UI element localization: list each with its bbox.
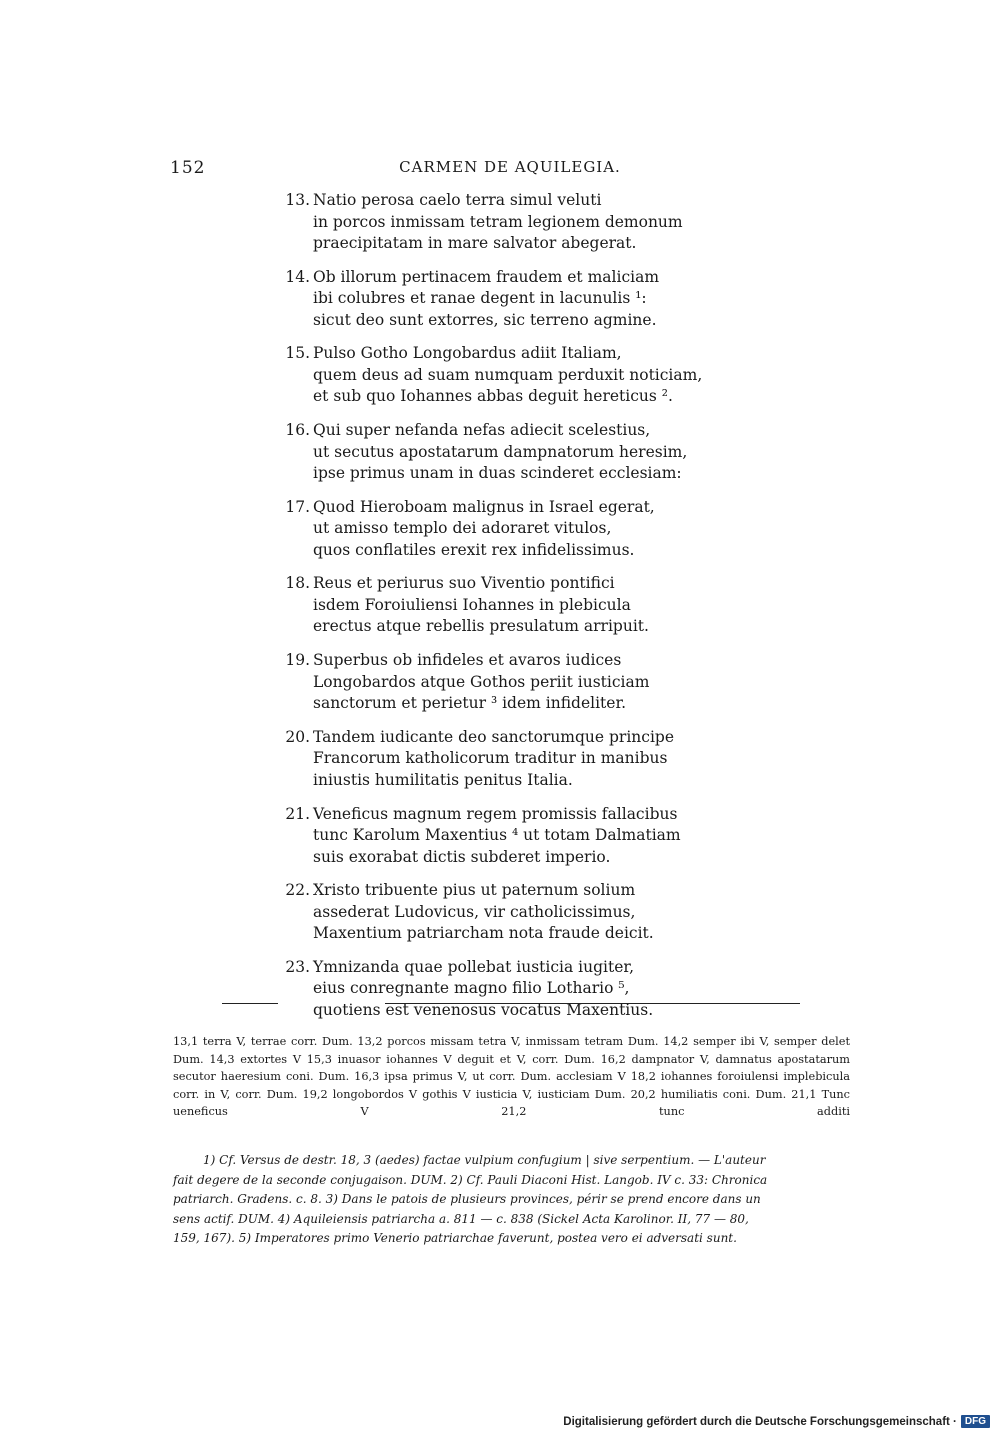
footnote-divider-left <box>222 1003 278 1004</box>
stanza <box>280 650 720 715</box>
verse-line: Veneficus magnum regem promissis fallacibus <box>313 804 678 823</box>
footer-text: Digitalisierung gefördert durch die Deutsche Forschungsgemeinschaft · <box>563 1415 957 1428</box>
stanza <box>280 727 720 792</box>
stanza-number: 13. <box>285 191 310 209</box>
verse-line: ut secutus apostatarum dampnatorum heresim, <box>313 442 688 461</box>
verse-line: sicut deo sunt extorres, sic terreno agmine. <box>313 310 657 329</box>
verse-line: isdem Foroiuliensi Iohannes in plebicula <box>313 595 631 614</box>
verse-line: Reus et periurus suo Viventio pontifici <box>313 574 615 593</box>
stanza-number: 20. <box>285 727 310 746</box>
verse-line: quotiens est venenosus vocatus Maxentius. <box>313 1000 654 1019</box>
verse-line: Natio perosa caelo terra simul veluti <box>313 191 602 209</box>
stanza <box>280 957 720 1022</box>
stanza <box>280 497 720 562</box>
verse-line: ut amisso templo dei adoraret vitulos, <box>313 519 612 538</box>
verse-line: Tandem iudicante deo sanctorumque principe <box>313 727 675 746</box>
footnote-line: patriarch. Gradens. c. 8. 3) Dans le patois de plusieurs provinces, périr se prend encore dans un <box>173 1192 761 1206</box>
verse-line: praecipitatam in mare salvator abegerat. <box>313 234 637 252</box>
verse-line: erectus atque rebellis presulatum arripuit. <box>313 617 649 636</box>
stanza-number: 22. <box>285 881 310 900</box>
verse-line: Longobardos atque Gothos periit iusticiam <box>313 672 650 691</box>
verse-line: Ymnizanda quae pollebat iusticia iugiter, <box>313 957 634 976</box>
verse-line: sanctorum et perietur ³ idem infideliter. <box>313 694 627 713</box>
footnote-line: sens actif. DUM. 4) Aquileiensis patriarcha a. 811 — c. 838 (Sickel Acta Karolinor. II, 77 — 80, <box>173 1211 749 1226</box>
stanza-number: 21. <box>285 804 310 823</box>
stanza <box>280 804 720 869</box>
verse-line: eius conregnante magno filio Lothario ⁵, <box>313 979 630 998</box>
verse-line: Xristo tribuente pius ut paternum solium <box>313 881 636 900</box>
stanza-number: 15. <box>285 344 310 363</box>
stanza-number: 23. <box>285 957 310 976</box>
verse-line: Francorum katholicorum traditur in manibus <box>313 749 668 768</box>
verse-line: ibi colubres et ranae degent in lacunulis ¹: <box>313 289 647 308</box>
stanza-number: 18. <box>285 574 310 593</box>
footnote-line: 1) Cf. Versus de destr. 18, 3 (aedes) factae vulpium confugium | sive serpentium. — L'auteur <box>203 1153 766 1167</box>
critical-apparatus: 13,1 terra V, terrae corr. Dum. 13,2 porcos missam tetra V, inmissam tetram Dum. 14,2 semper ibi V, semper delet Dum. 14,3 extortes V 15,3 inuasor iohannes V deguit et V, corr. Dum. 16,2 dampnator V, damnatus apostatarum secutor haeresium coni. Dum. 16,3 ipsa primus V, ut corr. Dum. acclesiam V 18,2 iohannes foroiulensi implebicula corr. in V, corr. Dum. 19,2 longobordos V gothis V iusticia V, iusticiam Dum. 20,2 humiliatis coni. Dum. 21,1 Tunc ueneficus V 21,2 tunc additi <box>173 1035 850 1118</box>
verse-line: Superbus ob infideles et avaros iudices <box>313 651 622 670</box>
footnote-divider-right <box>385 1003 800 1004</box>
page-header <box>170 158 850 182</box>
stanza-number: 16. <box>285 421 310 440</box>
verse-line: iniustis humilitatis penitus Italia. <box>313 770 573 789</box>
verse-line: quos conflatiles erexit rex infidelissimus. <box>313 540 635 559</box>
stanza-number: 17. <box>285 497 310 516</box>
verse-line: assederat Ludovicus, vir catholicissimus, <box>313 902 636 921</box>
verse-line: Qui super nefanda nefas adiecit scelestius, <box>313 421 651 440</box>
verse-line: Maxentium patriarcham nota fraude deicit. <box>313 924 654 943</box>
stanza <box>280 880 720 945</box>
verse-line: suis exorabat dictis subderet imperio. <box>313 847 611 866</box>
verse-line: Ob illorum pertinacem fraudem et maliciam <box>313 267 660 286</box>
poem-stanzas <box>280 190 720 1034</box>
stanza <box>280 420 720 485</box>
footnote-line: 159, 167). 5) Imperatores primo Venerio patriarchae faverunt, postea vero ei adversati sunt. <box>173 1231 737 1245</box>
verse-line: Quod Hieroboam malignus in Israel egerat, <box>313 497 655 516</box>
dfg-logo-icon[interactable]: DFG <box>961 1415 990 1428</box>
footer-credit <box>563 1415 990 1428</box>
stanza <box>280 343 720 408</box>
verse-line: ipse primus unam in duas scinderet ecclesiam: <box>313 464 682 483</box>
stanza-number: 14. <box>285 267 310 286</box>
running-title: CARMEN DE AQUILEGIA. <box>399 158 621 176</box>
verse-line: quem deus ad suam numquam perduxit noticiam, <box>313 365 703 384</box>
stanza <box>280 190 720 255</box>
stanza <box>280 573 720 638</box>
footnote-line: fait degere de la seconde conjugaison. DUM. 2) Cf. Pauli Diaconi Hist. Langob. IV c. 33: Chronica <box>173 1172 768 1187</box>
verse-line: Pulso Gotho Longobardus adiit Italiam, <box>313 344 622 363</box>
stanza <box>280 267 720 332</box>
footnotes <box>173 1151 850 1249</box>
stanza-number: 19. <box>285 651 310 670</box>
page-number: 152 <box>170 158 206 178</box>
verse-line: tunc Karolum Maxentius ⁴ ut totam Dalmatiam <box>313 826 681 844</box>
verse-line: et sub quo Iohannes abbas deguit hereticus ². <box>313 387 673 406</box>
verse-line: in porcos inmissam tetram legionem demonum <box>313 212 683 231</box>
